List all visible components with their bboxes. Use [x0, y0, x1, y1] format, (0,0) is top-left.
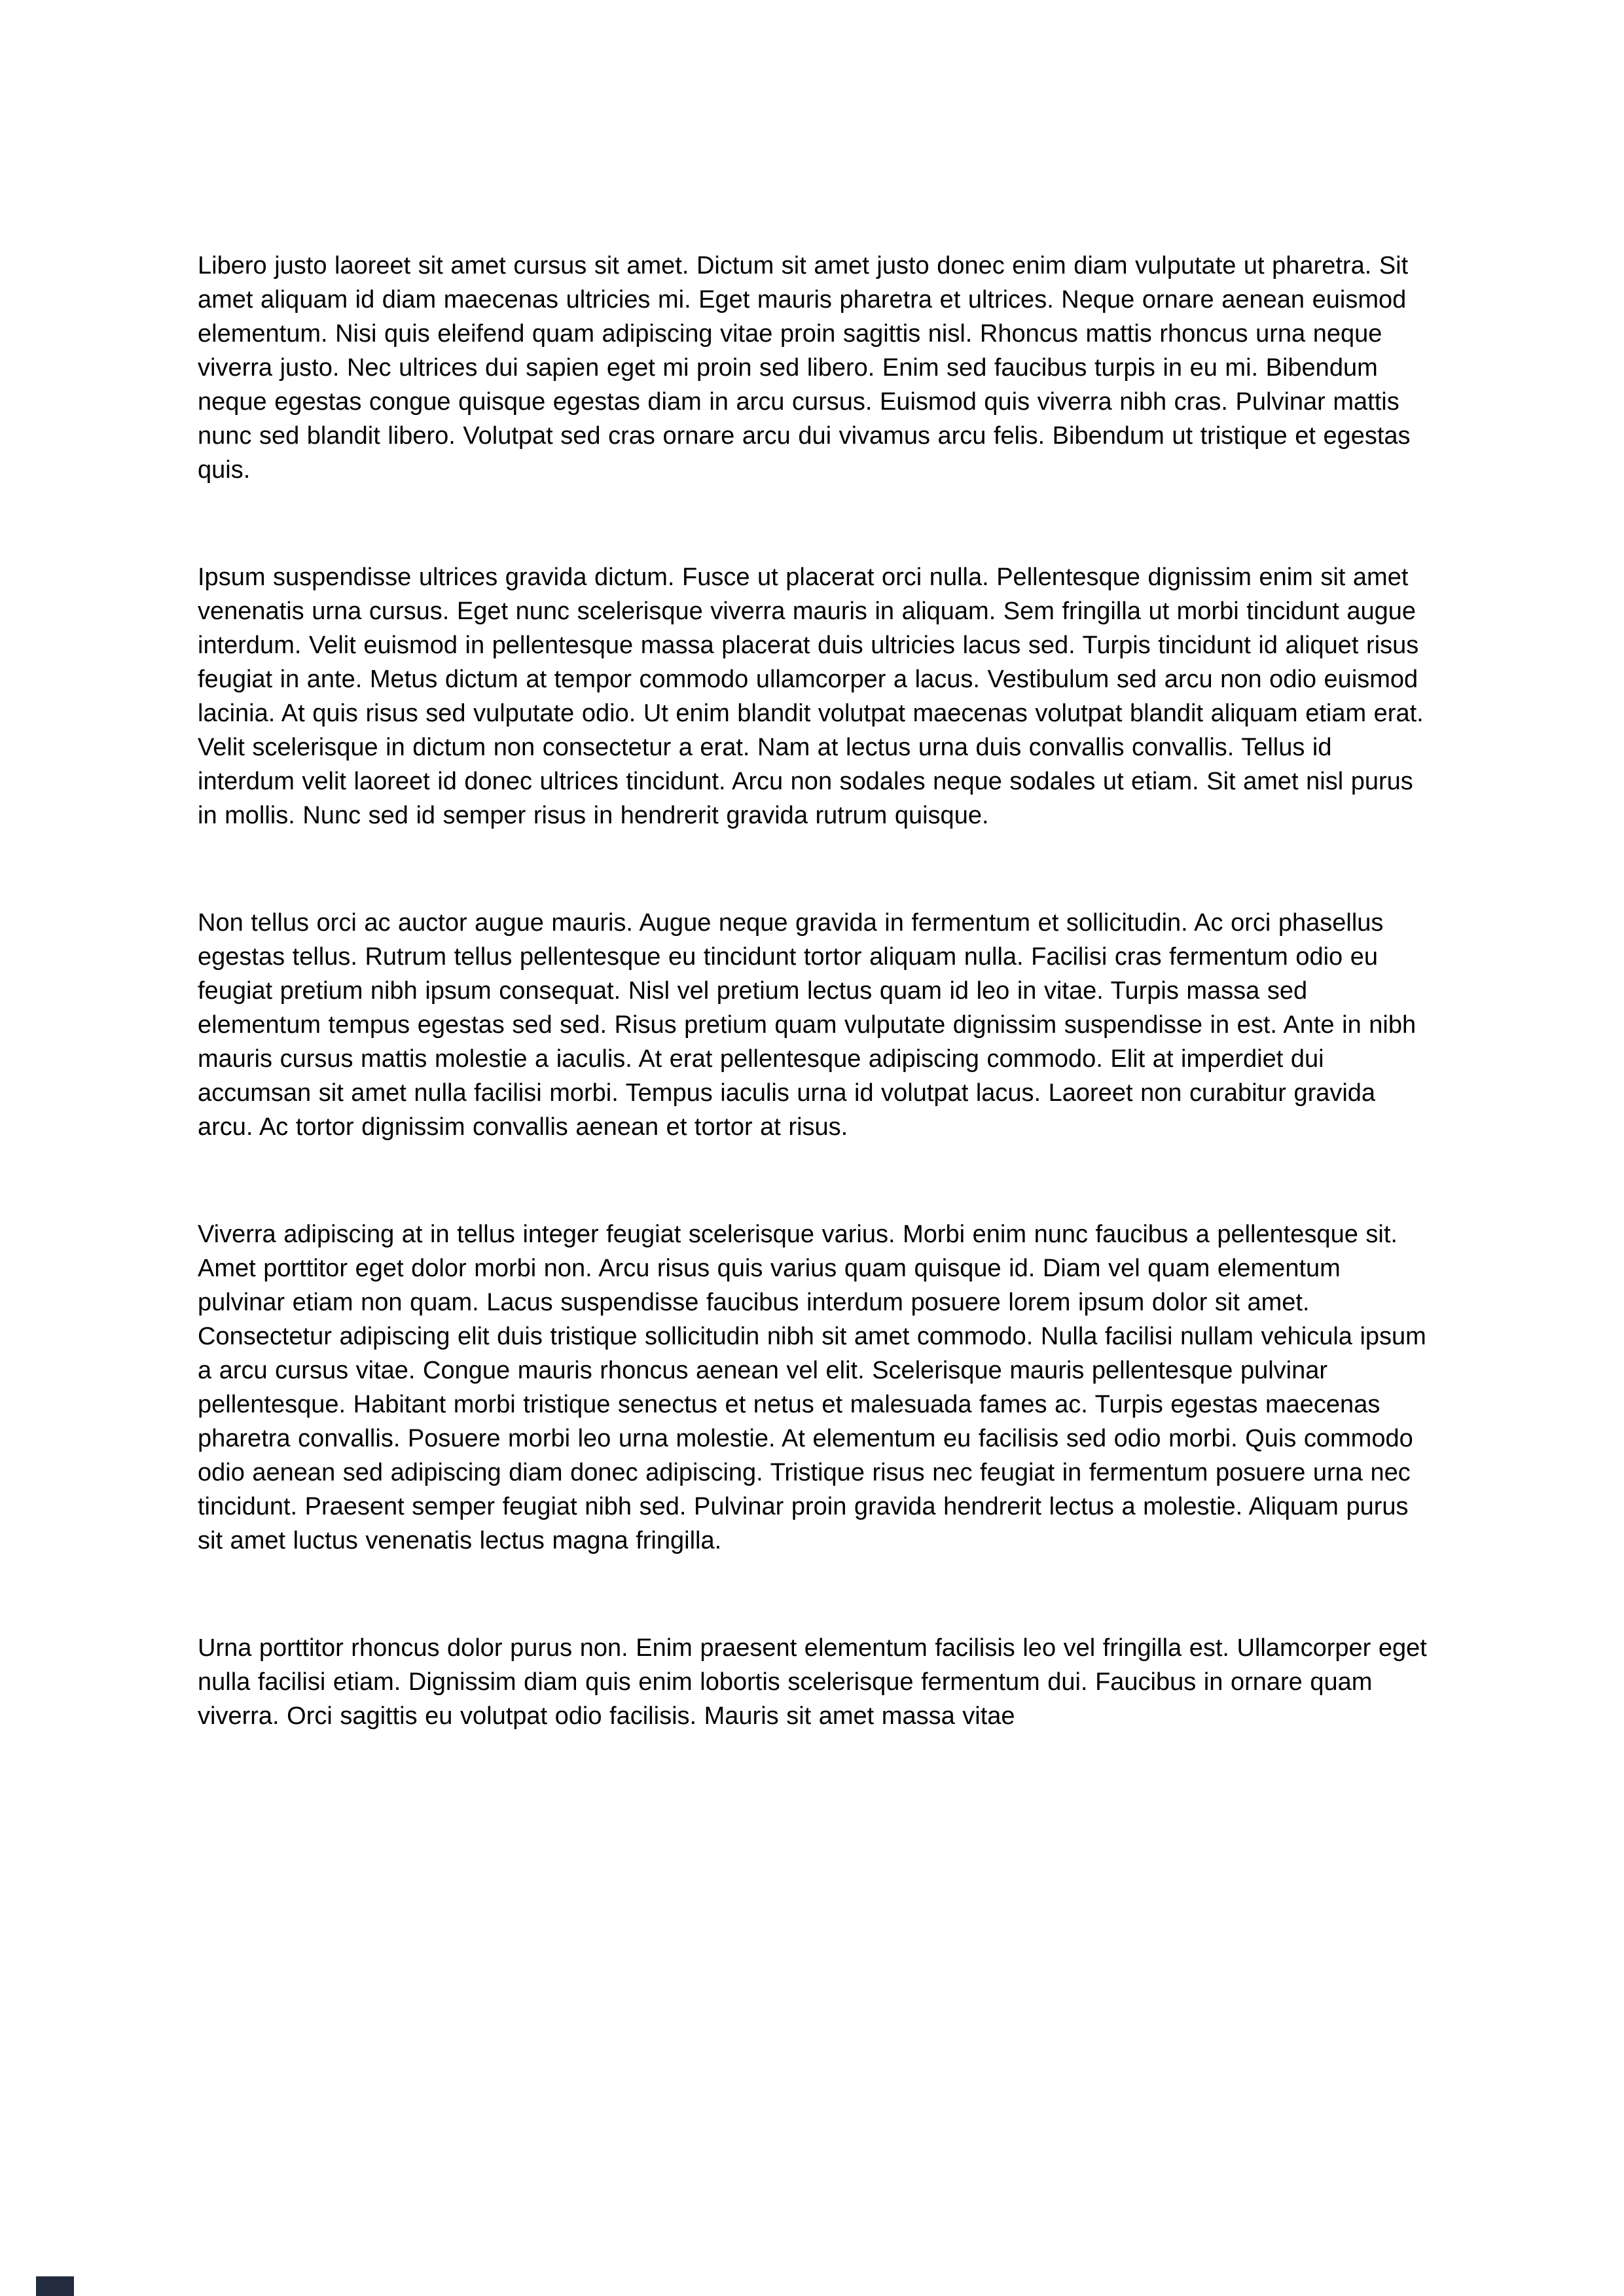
paragraph-1: Libero justo laoreet sit amet cursus sit amet. Dictum sit amet justo donec enim diam vulputate ut pharetra. Sit amet aliquam id diam maecenas ultricies mi. Eget mauris pharetra et ultrices. Neque ornare aenean euismod elementum. Nisi quis eleifend quam adipiscing vitae proin sagittis nisl. Rhoncus mattis rhoncus urna neque viverra justo. Nec ultrices dui sapien eget mi proin sed libero. Enim sed faucibus turpis in eu mi. Bibendum neque egestas congue quisque egestas diam in arcu cursus. Euismod quis viverra nibh cras. Pulvinar mattis nunc sed blandit libero. Volutpat sed cras ornare arcu dui vivamus arcu felis. Bibendum ut tristique et egestas quis.	[198, 252, 1411, 484]
paragraph-5: Urna porttitor rhoncus dolor purus non. Enim praesent elementum facilisis leo vel fringilla est. Ullamcorper eget nulla facilisi etiam. Dignissim diam quis enim lobortis scelerisque fermentum dui. Faucibus in ornare quam viverra. Orci sagittis eu volutpat odio facilisis. Mauris sit amet massa vitae	[198, 1634, 1427, 1730]
paragraph-4: Viverra adipiscing at in tellus integer feugiat scelerisque varius. Morbi enim nunc faucibus a pellentesque sit. Amet porttitor eget dolor morbi non. Arcu risus quis varius quam quisque id. Diam vel quam elementum pulvinar etiam non quam. Lacus suspendisse faucibus interdum posuere lorem ipsum dolor sit amet. Consectetur adipiscing elit duis tristique sollicitudin nibh sit amet commodo. Nulla facilisi nullam vehicula ipsum a arcu cursus vitae. Congue mauris rhoncus aenean vel elit. Scelerisque mauris pellentesque pulvinar pellentesque. Habitant morbi tristique senectus et netus et malesuada fames ac. Turpis egestas maecenas pharetra convallis. Posuere morbi leo urna molestie. At elementum eu facilisis sed odio morbi. Quis commodo odio aenean sed adipiscing diam donec adipiscing. Tristique risus nec feugiat in fermentum posuere urna nec tincidunt. Praesent semper feugiat nibh sed. Pulvinar proin gravida hendrerit lectus a molestie. Aliquam purus sit amet luctus venenatis lectus magna fringilla.	[198, 1221, 1426, 1554]
bottom-left-artifact	[36, 2276, 74, 2296]
paragraph-2: Ipsum suspendisse ultrices gravida dictum. Fusce ut placerat orci nulla. Pellentesque dignissim enim sit amet venenatis urna cursus. Eget nunc scelerisque viverra mauris in aliquam. Sem fringilla ut morbi tincidunt augue interdum. Velit euismod in pellentesque massa placerat duis ultricies lacus sed. Turpis tincidunt id aliquet risus feugiat in ante. Metus dictum at tempor commodo ullamcorper a lacus. Vestibulum sed arcu non odio euismod lacinia. At quis risus sed vulputate odio. Ut enim blandit volutpat maecenas volutpat blandit aliquam etiam erat. Velit scelerisque in dictum non consectetur a erat. Nam at lectus urna duis convallis convallis. Tellus id interdum velit laoreet id donec ultrices tincidunt. Arcu non sodales neque sodales ut etiam. Sit amet nisl purus in mollis. Nunc sed id semper risus in hendrerit gravida rutrum quisque.	[198, 564, 1424, 829]
paragraph-3: Non tellus orci ac auctor augue mauris. Augue neque gravida in fermentum et sollicitudin. Ac orci phasellus egestas tellus. Rutrum tellus pellentesque eu tincidunt tortor aliquam nulla. Facilisi cras fermentum odio eu feugiat pretium nibh ipsum consequat. Nisl vel pretium lectus quam id leo in vitae. Turpis massa sed elementum tempus egestas sed sed. Risus pretium quam vulputate dignissim suspendisse in est. Ante in nibh mauris cursus mattis molestie a iaculis. At erat pellentesque adipiscing commodo. Elit at imperdiet dui accumsan sit amet nulla facilisi morbi. Tempus iaculis urna id volutpat lacus. Laoreet non curabitur gravida arcu. Ac tortor dignissim convallis aenean et tortor at risus.	[198, 909, 1416, 1141]
